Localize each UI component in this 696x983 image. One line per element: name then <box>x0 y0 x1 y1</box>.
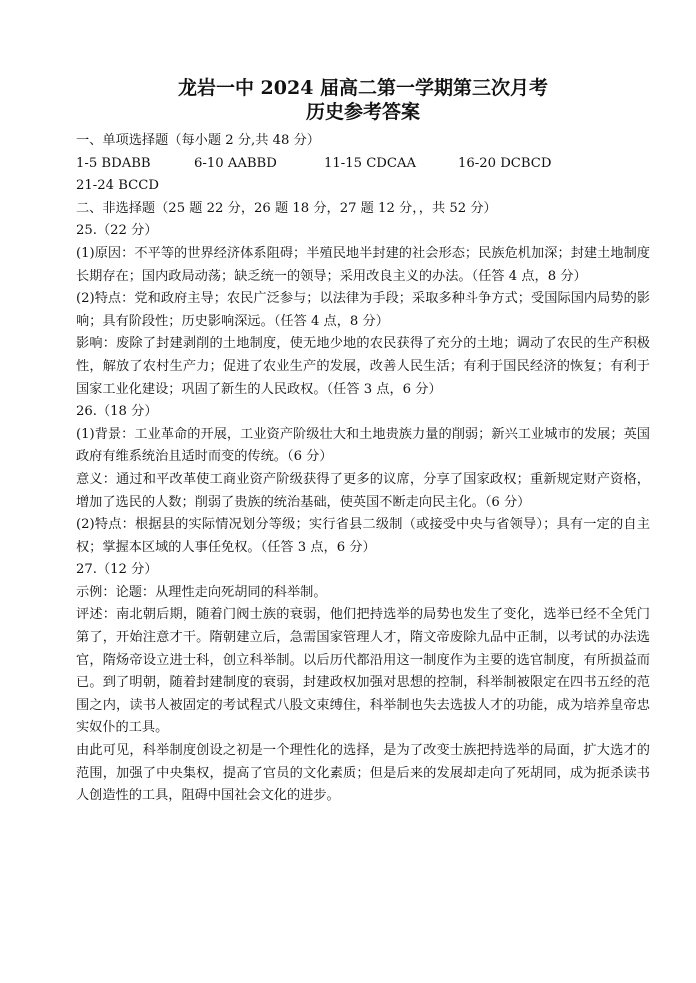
section-heading-choice: 一、单项选择题（每小题 2 分,共 48 分） <box>76 133 320 148</box>
question-26-features: (2)特点：根据县的实际情况划分等级；实行省县二级制（或接受中央与省领导）；具有一定的自主权；掌握本区域的人事任免权。（任答 3 点，6 分） <box>76 517 650 555</box>
question-27-thesis: 示例：论题：从理性走向死胡同的科举制。 <box>76 584 327 600</box>
question-27-conclusion: 由此可见，科举制度创设之初是一个理性化的选择，是为了改变士族把持选举的局面，扩大选才的范围，加强了中央集权，提高了官员的文化素质；但是后来的发展却走向了死胡同，成为扼杀读书人创造性的工具，阻碍中国社会文化的进步。 <box>76 743 650 804</box>
answer-group: 16-20 DCBCD <box>458 155 552 171</box>
answer-row-1 <box>76 153 650 176</box>
document-body <box>76 130 650 808</box>
question-27-commentary: 评述：南北朝后期，随着门阀士族的衰弱，他们把持选举的局势也发生了变化，选举已经不全凭门第了，开始注意才干。隋朝建立后，急需国家管理人才，隋文帝废除九品中正制，以考试的办法选官，隋炀帝设立进士科，创立科举制。以后历代都沿用这一制度作为主要的选官制度，有所损益而已。到了明朝，随着封建制度的衰弱，封建政权加强对思想的控制，科举制被限定在四书五经的范围之内，读书人被固定的考试程式八股文束缚住，科举制也失去选拔人才的功能，成为培养皇帝忠实奴仆的工具。 <box>76 607 650 736</box>
answer-group: 6-10 AABBD <box>194 155 277 171</box>
document-title: 龙岩一中 2024 届高二第一学期第三次月考 <box>177 77 549 99</box>
question-26-significance: 意义：通过和平改革使工商业资产阶级获得了更多的议席，分享了国家政权；重新规定财产资格，增加了选民的人数；削弱了贵族的统治基础，使英国不断走向民主化。（6 分） <box>76 471 650 510</box>
question-25-part1: (1)原因：不平等的世界经济体系阻碍；半殖民地半封建的社会形态；民族危机加深；封建土地制度长期存在；国内政局动荡；缺乏统一的领导；采用改良主义的办法。（任答 4 点，8 分） <box>76 245 650 284</box>
answer-group: 11-15 CDCAA <box>324 155 417 171</box>
question-27-heading: 27.（12 分） <box>76 562 158 578</box>
question-25-part2: (2)特点：党和政府主导；农民广泛参与；以法律为手段；采取多种斗争方式；受国际国内局势的影响；具有阶段性；历史影响深远。（任答 4 点，8 分） <box>76 291 650 329</box>
question-25-heading: 25.（22 分） <box>76 223 158 239</box>
document-subtitle: 历史参考答案 <box>305 101 420 123</box>
section-heading-essay: 二、非选择题（25 题 22 分，26 题 18 分，27 题 12 分，，共 52 分） <box>76 200 497 216</box>
answer-group: 1-5 BDABB <box>76 155 151 171</box>
question-25-impact: 影响：废除了封建剥削的土地制度，使无地少地的农民获得了充分的土地；调动了农民的生产积极性，解放了农村生产力；促进了农业生产的发展，改善人民生活；有利于国民经济的恢复；有利于国家工业化建设；巩固了新生的人民政权。（任答 3 点，6 分） <box>76 336 650 397</box>
answer-row-2: 21-24 BCCD <box>76 178 159 194</box>
question-26-background: (1)背景：工业革命的开展，工业资产阶级壮大和土地贵族力量的削弱；新兴工业城市的发展；英国政府有维系统治且适时而变的传统。（6 分） <box>76 426 650 465</box>
question-26-heading: 26.（18 分） <box>76 404 158 420</box>
